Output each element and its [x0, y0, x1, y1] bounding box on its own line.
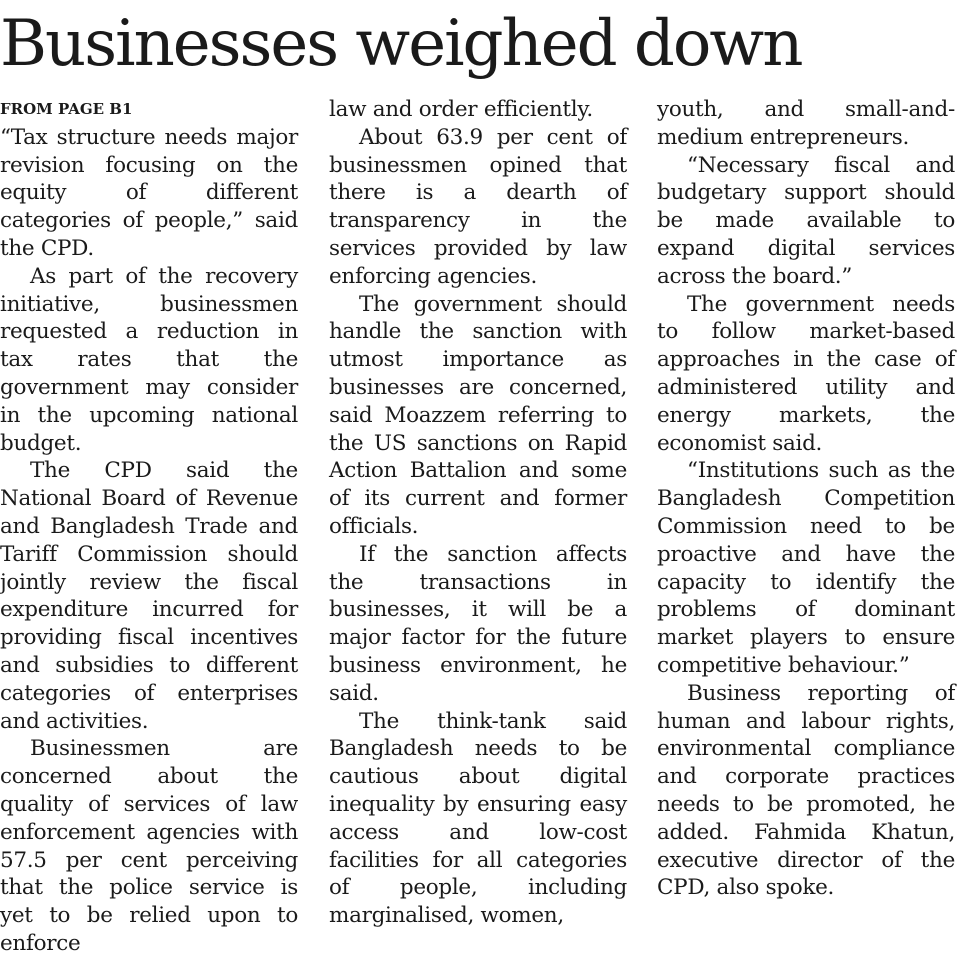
paragraph: “Tax structure needs major revision focusing on the equity of different categories of people,” said the CPD. [0, 124, 298, 261]
paragraph: As part of the recovery initiative, businessmen requested a reduction in tax rates that the government may consider in the upcoming national budget. [0, 263, 298, 456]
continued-from-kicker: FROM PAGE B1 [0, 100, 133, 118]
paragraph: The government should handle the sanction with utmost importance as businesses are concerned, said Moazzem referring to the US sanctions on Rapid Action Battalion and some of its current and former officials. [329, 291, 627, 539]
paragraph: About 63.9 per cent of businessmen opined that there is a dearth of transparency in the services provided by law enforcing agencies. [329, 124, 627, 289]
paragraph: The think-tank said Bangladesh needs to be cautious about digital inequality by ensuring easy access and low-cost facilities for all categories of people, including marginalised, women, [329, 708, 627, 929]
paragraph: The CPD said the National Board of Revenue and Bangladesh Trade and Tariff Commission should jointly review the fiscal expenditure incurred for providing fiscal incentives and subsidies to different categories of enterprises and activities. [0, 458, 298, 734]
paragraph: law and order efficiently. [329, 97, 593, 122]
headline: Businesses weighed down [0, 7, 802, 81]
article-column-1 [0, 96, 298, 958]
article-column-3 [657, 96, 955, 902]
paragraph: youth, and small-and-medium entrepreneurs. [657, 97, 955, 150]
paragraph: Businessmen are concerned about the quality of services of law enforcement agencies with 57.5 per cent perceiving that the police service is yet to be relied upon to enforce [0, 736, 298, 956]
paragraph: Business reporting of human and labour rights, environmental compliance and corporate practices needs to be promoted, he added. Fahmida Khatun, executive director of the CPD, also spoke. [657, 680, 955, 901]
paragraph: “Necessary fiscal and budgetary support should be made available to expand digital services across the board.” [657, 152, 955, 289]
paragraph: The government needs to follow market-based approaches in the case of administered utility and energy markets, the economist said. [657, 291, 955, 456]
paragraph: If the sanction affects the transactions in businesses, it will be a major factor for the future business environment, he said. [329, 541, 627, 706]
paragraph: “Institutions such as the Bangladesh Competition Commission need to be proactive and have the capacity to identify the problems of dominant market players to ensure competitive behaviour.” [657, 458, 955, 678]
article-column-2 [329, 96, 627, 930]
